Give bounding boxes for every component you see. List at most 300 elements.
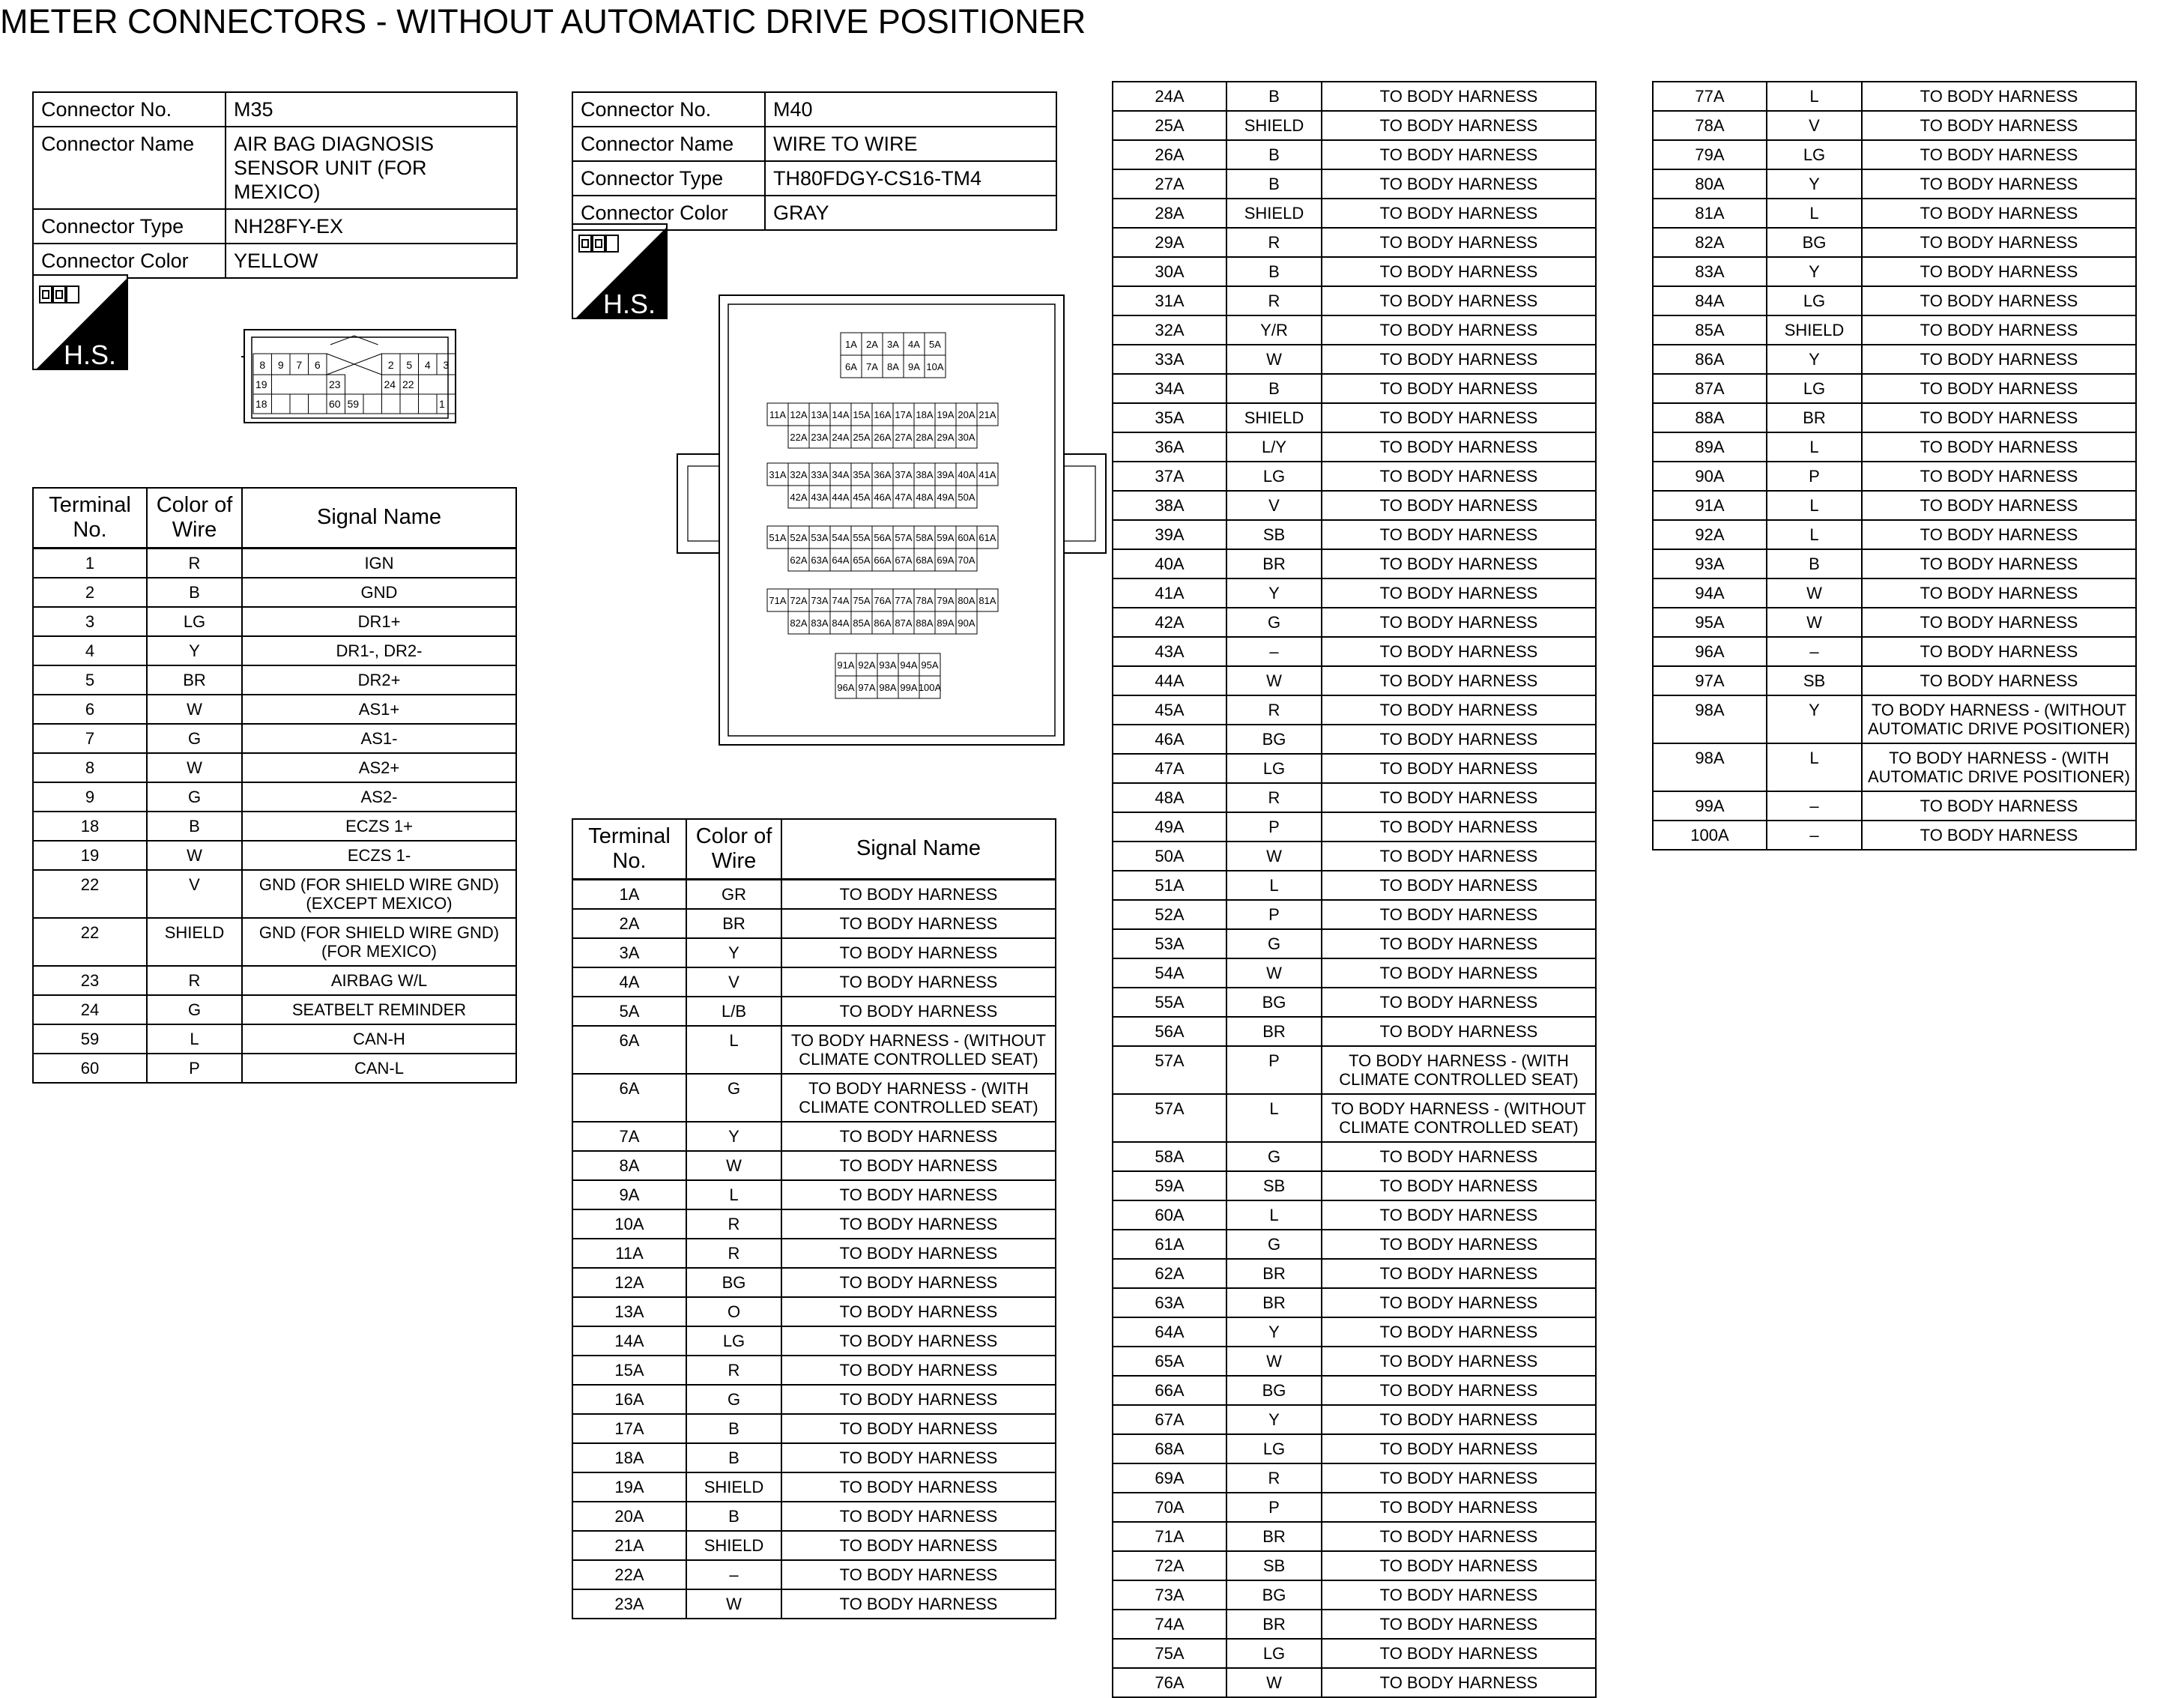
terminal-cell: 89A bbox=[1653, 432, 1767, 462]
terminal-cell: 61A bbox=[1113, 1230, 1226, 1259]
signal-name-cell: AIRBAG W/L bbox=[242, 966, 516, 995]
table-row bbox=[572, 1239, 1056, 1268]
table-row bbox=[572, 1151, 1056, 1180]
terminal-number: 24A bbox=[832, 432, 850, 443]
table-row bbox=[572, 1385, 1056, 1414]
terminal-number: 16A bbox=[874, 409, 892, 420]
signal-name-cell: TO BODY HARNESS bbox=[1322, 257, 1596, 286]
signal-name-cell: TO BODY HARNESS bbox=[1322, 900, 1596, 929]
terminal-number: 4A bbox=[908, 339, 920, 350]
table-row bbox=[572, 1414, 1056, 1443]
terminal-cavity bbox=[272, 394, 291, 414]
table-row bbox=[1113, 1522, 1596, 1551]
terminal-number: 3 bbox=[443, 359, 450, 371]
wire-color-cell: BG bbox=[1226, 725, 1322, 754]
table-row bbox=[572, 909, 1056, 938]
terminal-number: 20A bbox=[958, 409, 975, 420]
table-row bbox=[1653, 666, 2136, 695]
terminal-number: 9 bbox=[277, 359, 284, 371]
terminal-number: 18 bbox=[255, 398, 267, 410]
wire-color-cell: R bbox=[686, 1209, 781, 1239]
table-row bbox=[1113, 345, 1596, 374]
terminal-cell: 33A bbox=[1113, 345, 1226, 374]
column-header-wire-color: Color of Wire bbox=[686, 819, 781, 879]
wire-color-cell: B bbox=[686, 1443, 781, 1472]
terminal-number: 59 bbox=[347, 398, 360, 410]
wire-color-cell: Y bbox=[686, 938, 781, 967]
wire-color-cell: G bbox=[686, 1074, 781, 1122]
signal-name-cell: TO BODY HARNESS bbox=[1322, 1434, 1596, 1463]
signal-name-cell: CAN-L bbox=[242, 1054, 516, 1083]
terminal-cell: 6A bbox=[572, 1026, 686, 1074]
table-row bbox=[1653, 140, 2136, 169]
terminal-number: 93A bbox=[879, 659, 897, 671]
signal-name-cell: TO BODY HARNESS bbox=[1862, 140, 2136, 169]
signal-name-cell: TO BODY HARNESS - (WITHOUT CLIMATE CONTROLLED SEAT) bbox=[781, 1026, 1056, 1074]
terminal-cell: 100A bbox=[1653, 821, 1767, 850]
terminal-cell: 65A bbox=[1113, 1347, 1226, 1376]
signal-name-cell: AS2+ bbox=[242, 753, 516, 782]
terminal-number: 50A bbox=[958, 492, 975, 503]
terminal-cell: 44A bbox=[1113, 666, 1226, 695]
wire-color-cell: – bbox=[1767, 637, 1862, 666]
wire-color-cell: B bbox=[686, 1414, 781, 1443]
signal-name-cell: TO BODY HARNESS bbox=[1322, 199, 1596, 228]
table-row bbox=[1653, 257, 2136, 286]
wire-color-cell: R bbox=[1226, 1463, 1322, 1493]
terminal-cell: 18A bbox=[572, 1443, 686, 1472]
m35-connector-info bbox=[32, 91, 518, 279]
terminal-cell: 27A bbox=[1113, 169, 1226, 199]
terminal-number: 54A bbox=[832, 532, 850, 543]
wire-color-cell: O bbox=[686, 1297, 781, 1326]
m40-connector-info bbox=[572, 91, 1057, 231]
table-row bbox=[1113, 1046, 1596, 1094]
wire-color-cell: L bbox=[1767, 199, 1862, 228]
table-row bbox=[1113, 578, 1596, 608]
terminal-number: 91A bbox=[837, 659, 855, 671]
hs-label: H.S. bbox=[64, 339, 117, 370]
wire-color-cell: W bbox=[1226, 1668, 1322, 1697]
terminal-cell: 95A bbox=[1653, 608, 1767, 637]
signal-name-cell: TO BODY HARNESS bbox=[1862, 199, 2136, 228]
table-row bbox=[1113, 871, 1596, 900]
wire-color-cell: – bbox=[1767, 821, 1862, 850]
terminal-cell: 39A bbox=[1113, 520, 1226, 549]
table-row bbox=[1653, 228, 2136, 257]
wire-color-cell: G bbox=[1226, 608, 1322, 637]
table-row bbox=[1653, 462, 2136, 491]
connector-side-lock bbox=[688, 466, 1095, 541]
table-row bbox=[1113, 1551, 1596, 1580]
wire-color-cell: Y bbox=[1767, 257, 1862, 286]
terminal-number: 44A bbox=[832, 492, 850, 503]
signal-name-cell: TO BODY HARNESS bbox=[1322, 1405, 1596, 1434]
terminal-cell: 87A bbox=[1653, 374, 1767, 403]
table-row bbox=[1653, 403, 2136, 432]
column-header-signal-name: Signal Name bbox=[242, 488, 516, 548]
terminal-cell: 43A bbox=[1113, 637, 1226, 666]
terminal-cell: 4A bbox=[572, 967, 686, 997]
table-row bbox=[1653, 637, 2136, 666]
terminal-cell: 3A bbox=[572, 938, 686, 967]
signal-name-cell: IGN bbox=[242, 548, 516, 578]
signal-name-cell: TO BODY HARNESS bbox=[781, 909, 1056, 938]
table-row bbox=[572, 938, 1056, 967]
hs-badge-m40 bbox=[572, 223, 668, 319]
wire-color-cell: BR bbox=[1226, 1522, 1322, 1551]
signal-name-cell: TO BODY HARNESS bbox=[1862, 286, 2136, 315]
signal-name-cell: TO BODY HARNESS bbox=[1862, 374, 2136, 403]
wire-color-cell: BG bbox=[1226, 988, 1322, 1017]
table-row bbox=[1113, 1230, 1596, 1259]
wire-color-cell: W bbox=[686, 1589, 781, 1619]
table-row bbox=[1653, 111, 2136, 140]
terminal-number: 89A bbox=[937, 617, 955, 629]
terminal-number: 23 bbox=[329, 378, 341, 390]
terminal-number: 55A bbox=[853, 532, 871, 543]
signal-name-cell: TO BODY HARNESS bbox=[1862, 257, 2136, 286]
signal-name-cell: TO BODY HARNESS bbox=[1862, 345, 2136, 374]
table-row bbox=[572, 1472, 1056, 1502]
terminal-number: 56A bbox=[874, 532, 892, 543]
terminal-number: 1A bbox=[845, 339, 857, 350]
terminal-number: 62A bbox=[790, 555, 808, 566]
terminal-number: 2 bbox=[387, 359, 394, 371]
terminal-number: 79A bbox=[937, 595, 955, 606]
table-row bbox=[1113, 169, 1596, 199]
wire-color-cell: W bbox=[1767, 608, 1862, 637]
wire-color-cell: LG bbox=[147, 607, 242, 636]
terminal-cell: 77A bbox=[1653, 82, 1767, 111]
terminal-number: 95A bbox=[921, 659, 939, 671]
wire-color-cell: B bbox=[147, 812, 242, 841]
terminal-number: 32A bbox=[790, 469, 808, 480]
terminal-number: 92A bbox=[858, 659, 876, 671]
terminal-cell: 9A bbox=[572, 1180, 686, 1209]
terminal-cell: 76A bbox=[1113, 1668, 1226, 1697]
wire-color-cell: BG bbox=[1226, 1376, 1322, 1405]
terminal-cavity bbox=[400, 394, 419, 414]
signal-name-cell: TO BODY HARNESS bbox=[1322, 608, 1596, 637]
signal-name-cell: ECZS 1+ bbox=[242, 812, 516, 841]
table-row bbox=[1653, 695, 2136, 743]
signal-name-cell: GND bbox=[242, 578, 516, 607]
terminal-number: 70A bbox=[958, 555, 975, 566]
wire-color-cell: G bbox=[147, 782, 242, 812]
wire-color-cell: L bbox=[1767, 743, 1862, 791]
terminal-cell: 19 bbox=[33, 841, 147, 870]
terminal-number: 31A bbox=[769, 469, 787, 480]
wire-color-cell: B bbox=[1226, 374, 1322, 403]
table-row bbox=[572, 1180, 1056, 1209]
signal-name-cell: DR1+ bbox=[242, 607, 516, 636]
wire-color-cell: L bbox=[1226, 1094, 1322, 1142]
terminal-number: 58A bbox=[916, 532, 934, 543]
terminal-number: 23A bbox=[811, 432, 829, 443]
terminal-number: 66A bbox=[874, 555, 892, 566]
terminal-cell: 69A bbox=[1113, 1463, 1226, 1493]
terminal-cell: 24 bbox=[33, 995, 147, 1024]
terminal-cell: 53A bbox=[1113, 929, 1226, 958]
wire-color-cell: R bbox=[686, 1356, 781, 1385]
signal-name-cell: TO BODY HARNESS bbox=[1322, 111, 1596, 140]
table-row bbox=[1113, 783, 1596, 812]
terminal-cell: 13A bbox=[572, 1297, 686, 1326]
signal-name-cell: TO BODY HARNESS bbox=[1322, 578, 1596, 608]
table-row bbox=[33, 607, 516, 636]
terminal-number: 48A bbox=[916, 492, 934, 503]
table-row bbox=[1653, 286, 2136, 315]
terminal-cell: 66A bbox=[1113, 1376, 1226, 1405]
table-row bbox=[572, 1326, 1056, 1356]
signal-name-cell: TO BODY HARNESS bbox=[1322, 958, 1596, 988]
wire-color-cell: Y bbox=[147, 636, 242, 665]
terminal-cell: 32A bbox=[1113, 315, 1226, 345]
wire-color-cell: B bbox=[1767, 549, 1862, 578]
table-row bbox=[1653, 374, 2136, 403]
signal-name-cell: TO BODY HARNESS bbox=[781, 1239, 1056, 1268]
table-row bbox=[572, 879, 1056, 909]
terminal-cell: 26A bbox=[1113, 140, 1226, 169]
signal-name-cell: TO BODY HARNESS bbox=[1862, 549, 2136, 578]
signal-name-cell: TO BODY HARNESS bbox=[781, 879, 1056, 909]
wire-color-cell: BR bbox=[1767, 403, 1862, 432]
signal-name-cell: TO BODY HARNESS bbox=[1322, 1259, 1596, 1288]
wire-color-cell: G bbox=[1226, 929, 1322, 958]
table-row bbox=[1113, 1317, 1596, 1347]
wire-color-cell: SB bbox=[1226, 1551, 1322, 1580]
terminal-cell: 47A bbox=[1113, 754, 1226, 783]
table-row bbox=[1113, 1142, 1596, 1171]
wire-color-cell: BG bbox=[686, 1268, 781, 1297]
wire-color-cell: R bbox=[147, 548, 242, 578]
terminal-cell: 52A bbox=[1113, 900, 1226, 929]
table-row bbox=[1113, 1376, 1596, 1405]
terminal-cell: 31A bbox=[1113, 286, 1226, 315]
wire-color-cell: B bbox=[1226, 140, 1322, 169]
wire-color-cell: SB bbox=[1226, 1171, 1322, 1200]
signal-name-cell: TO BODY HARNESS bbox=[1862, 462, 2136, 491]
terminal-cell: 30A bbox=[1113, 257, 1226, 286]
table-row bbox=[33, 812, 516, 841]
m35-connector-no-value: M35 bbox=[226, 92, 517, 127]
table-row bbox=[1113, 286, 1596, 315]
terminal-cell: 74A bbox=[1113, 1610, 1226, 1639]
signal-name-cell: TO BODY HARNESS bbox=[1862, 791, 2136, 821]
terminal-number: 85A bbox=[853, 617, 871, 629]
wire-color-cell: V bbox=[1767, 111, 1862, 140]
terminal-number: 97A bbox=[858, 682, 876, 693]
table-row bbox=[1653, 578, 2136, 608]
terminal-number: 13A bbox=[811, 409, 829, 420]
column-header-signal-name: Signal Name bbox=[781, 819, 1056, 879]
terminal-cell: 97A bbox=[1653, 666, 1767, 695]
m40-connector-type-value: TH80FDGY-CS16-TM4 bbox=[765, 161, 1056, 196]
table-row bbox=[1113, 608, 1596, 637]
table-row bbox=[1113, 812, 1596, 842]
terminal-number: 63A bbox=[811, 555, 829, 566]
wire-color-cell: Y bbox=[1226, 1405, 1322, 1434]
wire-color-cell: B bbox=[1226, 257, 1322, 286]
table-row bbox=[1653, 821, 2136, 850]
terminal-number: 1 bbox=[439, 398, 445, 410]
terminal-cavity bbox=[290, 394, 309, 414]
wire-color-cell: W bbox=[686, 1151, 781, 1180]
wire-color-cell: W bbox=[1226, 958, 1322, 988]
wire-color-cell: LG bbox=[686, 1326, 781, 1356]
wire-color-cell: B bbox=[147, 578, 242, 607]
wire-color-cell: P bbox=[1226, 1493, 1322, 1522]
signal-name-cell: TO BODY HARNESS bbox=[1322, 812, 1596, 842]
terminal-number: 96A bbox=[837, 682, 855, 693]
signal-name-cell: TO BODY HARNESS bbox=[781, 1297, 1056, 1326]
terminal-number: 99A bbox=[900, 682, 918, 693]
terminal-cell: 63A bbox=[1113, 1288, 1226, 1317]
signal-name-cell: TO BODY HARNESS bbox=[781, 1122, 1056, 1151]
wire-color-cell: SHIELD bbox=[1226, 111, 1322, 140]
terminal-number: 87A bbox=[895, 617, 913, 629]
wire-color-cell: P bbox=[1767, 462, 1862, 491]
terminal-cell: 57A bbox=[1113, 1094, 1226, 1142]
terminal-cell: 88A bbox=[1653, 403, 1767, 432]
terminal-number: 73A bbox=[811, 595, 829, 606]
table-row bbox=[33, 548, 516, 578]
signal-name-cell: TO BODY HARNESS bbox=[1322, 462, 1596, 491]
terminal-number: 80A bbox=[958, 595, 975, 606]
signal-name-cell: ECZS 1- bbox=[242, 841, 516, 870]
terminal-cell: 1 bbox=[33, 548, 147, 578]
table-row bbox=[1113, 228, 1596, 257]
wire-color-cell: BR bbox=[1226, 1259, 1322, 1288]
terminal-cell: 6 bbox=[33, 695, 147, 724]
wire-color-cell: R bbox=[1226, 783, 1322, 812]
table-row bbox=[1113, 1610, 1596, 1639]
terminal-number: 5 bbox=[406, 359, 413, 371]
table-row bbox=[1113, 637, 1596, 666]
wire-color-cell: SHIELD bbox=[1226, 199, 1322, 228]
table-row bbox=[1653, 791, 2136, 821]
signal-name-cell: AS1- bbox=[242, 724, 516, 753]
wire-color-cell: Y bbox=[1226, 578, 1322, 608]
column-header-wire-color: Color of Wire bbox=[147, 488, 242, 548]
terminal-cell: 71A bbox=[1113, 1522, 1226, 1551]
wire-color-cell: W bbox=[147, 753, 242, 782]
terminal-number: 6A bbox=[845, 361, 857, 372]
terminal-cell: 59A bbox=[1113, 1171, 1226, 1200]
signal-name-cell: TO BODY HARNESS bbox=[1322, 695, 1596, 725]
terminal-cell: 81A bbox=[1653, 199, 1767, 228]
signal-name-cell: TO BODY HARNESS bbox=[781, 938, 1056, 967]
terminal-number: 67A bbox=[895, 555, 913, 566]
terminal-cell: 11A bbox=[572, 1239, 686, 1268]
wire-color-cell: LG bbox=[1767, 286, 1862, 315]
wire-color-cell: L/B bbox=[686, 997, 781, 1026]
signal-name-cell: TO BODY HARNESS bbox=[1322, 1171, 1596, 1200]
table-row bbox=[1113, 257, 1596, 286]
terminal-cell: 22A bbox=[572, 1560, 686, 1589]
terminal-number: 22 bbox=[402, 378, 414, 390]
terminal-number: 71A bbox=[769, 595, 787, 606]
terminal-number: 8A bbox=[887, 361, 899, 372]
wire-color-cell: BR bbox=[686, 909, 781, 938]
wire-color-cell: W bbox=[1767, 578, 1862, 608]
m35-terminal-table bbox=[32, 487, 517, 1084]
wire-color-cell: LG bbox=[1767, 140, 1862, 169]
terminal-number: 5A bbox=[929, 339, 941, 350]
wire-color-cell: L/Y bbox=[1226, 432, 1322, 462]
table-row bbox=[572, 1589, 1056, 1619]
table-row bbox=[33, 1024, 516, 1054]
table-row bbox=[1113, 1580, 1596, 1610]
terminal-cell: 22 bbox=[33, 870, 147, 918]
wire-color-cell: SHIELD bbox=[1226, 403, 1322, 432]
terminal-number: 94A bbox=[900, 659, 918, 671]
table-row bbox=[1653, 345, 2136, 374]
table-row bbox=[1113, 900, 1596, 929]
signal-name-cell: TO BODY HARNESS bbox=[1862, 169, 2136, 199]
wire-color-cell: W bbox=[1226, 666, 1322, 695]
signal-name-cell: TO BODY HARNESS bbox=[1322, 286, 1596, 315]
wire-color-cell: – bbox=[1226, 637, 1322, 666]
m35-connector-name-value: AIR BAG DIAGNOSIS SENSOR UNIT (FOR MEXICO) bbox=[226, 127, 517, 209]
m40-terminal-table bbox=[572, 818, 1056, 1619]
table-row bbox=[1113, 1347, 1596, 1376]
table-row bbox=[1113, 1405, 1596, 1434]
terminal-number: 78A bbox=[916, 595, 934, 606]
table-row bbox=[572, 1026, 1056, 1074]
signal-name-cell: TO BODY HARNESS bbox=[781, 1472, 1056, 1502]
table-row bbox=[1113, 374, 1596, 403]
terminal-number: 3A bbox=[887, 339, 899, 350]
page-title: METER CONNECTORS - WITHOUT AUTOMATIC DRIVE POSITIONER bbox=[0, 2, 1086, 40]
signal-name-cell: TO BODY HARNESS bbox=[1862, 111, 2136, 140]
table-row bbox=[1113, 1288, 1596, 1317]
terminal-number: 33A bbox=[811, 469, 829, 480]
wire-color-cell: SHIELD bbox=[1767, 315, 1862, 345]
terminal-cell: 5A bbox=[572, 997, 686, 1026]
signal-name-cell: TO BODY HARNESS bbox=[781, 1326, 1056, 1356]
signal-name-cell: TO BODY HARNESS bbox=[1322, 666, 1596, 695]
terminal-cell: 2A bbox=[572, 909, 686, 938]
terminal-cell: 79A bbox=[1653, 140, 1767, 169]
signal-name-cell: TO BODY HARNESS bbox=[1862, 491, 2136, 520]
m40-connector-name-value: WIRE TO WIRE bbox=[765, 127, 1056, 161]
table-row bbox=[33, 724, 516, 753]
terminal-number: 35A bbox=[853, 469, 871, 480]
m40-connector-color-value: GRAY bbox=[765, 196, 1056, 230]
wire-color-cell: L bbox=[686, 1026, 781, 1074]
signal-name-cell: GND (FOR SHIELD WIRE GND) (EXCEPT MEXICO) bbox=[242, 870, 516, 918]
wire-color-cell: R bbox=[1226, 228, 1322, 257]
wire-color-cell: BG bbox=[1767, 228, 1862, 257]
terminal-number: 28A bbox=[916, 432, 934, 443]
terminal-number: 88A bbox=[916, 617, 934, 629]
signal-name-cell: TO BODY HARNESS - (WITHOUT AUTOMATIC DRIVE POSITIONER) bbox=[1862, 695, 2136, 743]
signal-name-cell: TO BODY HARNESS bbox=[1322, 1639, 1596, 1668]
terminal-number: 45A bbox=[853, 492, 871, 503]
wire-color-cell: Y/R bbox=[1226, 315, 1322, 345]
wire-color-cell: G bbox=[147, 995, 242, 1024]
terminal-cell: 25A bbox=[1113, 111, 1226, 140]
terminal-cell: 28A bbox=[1113, 199, 1226, 228]
terminal-cell: 24A bbox=[1113, 82, 1226, 111]
terminal-number: 49A bbox=[937, 492, 955, 503]
table-row bbox=[1653, 491, 2136, 520]
terminal-number: 53A bbox=[811, 532, 829, 543]
m40-connector-no-label: Connector No. bbox=[572, 92, 765, 127]
wire-color-cell: LG bbox=[1767, 374, 1862, 403]
